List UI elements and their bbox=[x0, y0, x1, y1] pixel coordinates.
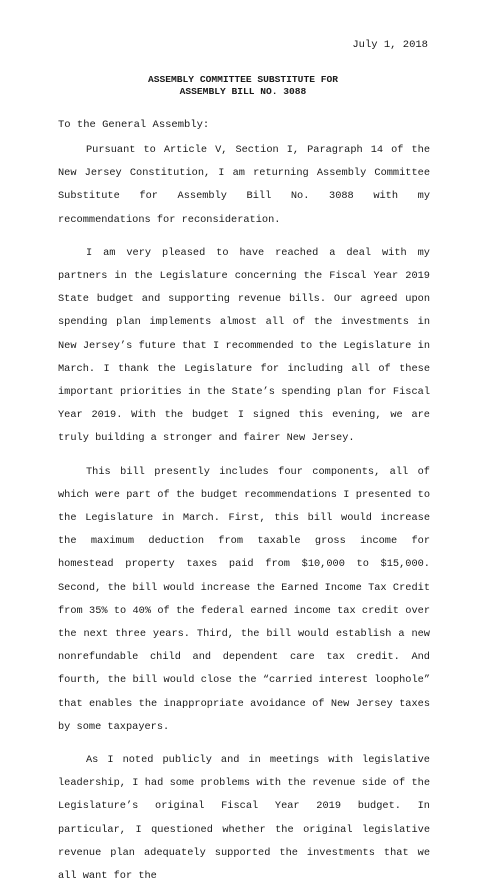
paragraph-3: This bill presently includes four components, all of which were part of the budget recommendations I presented to the Legislature in March. First, this bill would increase the maximum deduction from taxable gross income for homestead property taxes paid from $10,000 to $15,000. Second, the bill would increase the Earned Income Tax Credit from 35% to 40% of the federal earned income tax credit over the next three years. Third, the bill would establish a new nonrefundable child and dependent care tax credit. And fourth, the bill would close the “carried interest loophole” that enables the inappropriate avoidance of New Jersey taxes by some taxpayers. bbox=[58, 465, 430, 733]
paragraph-2: I am very pleased to have reached a deal with my partners in the Legislature concerning the Fiscal Year 2019 State budget and supporting revenue bills. Our agreed upon spending plan implements almost all of the investments in New Jersey’s future that I recommended to the Legislature in March. I thank the Legislature for including all of these important priorities in the State’s spending plan for Fiscal Year 2019. With the budget I signed this evening, we are truly building a stronger and fairer New Jersey. bbox=[58, 246, 430, 445]
salutation: To the General Assembly: bbox=[58, 119, 210, 131]
title-line-2: ASSEMBLY BILL NO. 3088 bbox=[179, 86, 307, 97]
title-line-1: ASSEMBLY COMMITTEE SUBSTITUTE FOR bbox=[148, 74, 338, 85]
document-title bbox=[0, 74, 486, 98]
letter-body bbox=[58, 139, 430, 888]
paragraph-4: As I noted publicly and in meetings with legislative leadership, I had some problems with the revenue side of the Legislature’s original Fiscal Year 2019 budget. In particular, I questioned whether the original legislative revenue plan adequately supported the investments that we all want for the bbox=[58, 754, 430, 883]
paragraph-1: Pursuant to Article V, Section I, Paragraph 14 of the New Jersey Constitution, I am returning Assembly Committee Substitute for Assembly Bill No. 3088 with my recommendations for reconsideration. bbox=[58, 144, 430, 226]
letter-date: July 1, 2018 bbox=[352, 39, 428, 51]
